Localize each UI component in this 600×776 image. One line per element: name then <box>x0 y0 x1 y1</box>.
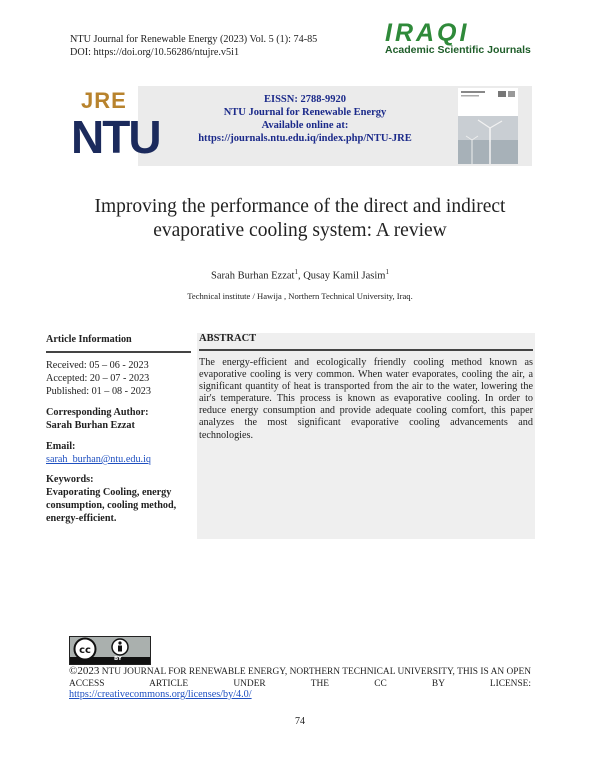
article-title-line-2: evaporative cooling system: A review <box>153 220 447 241</box>
citation-line: NTU Journal for Renewable Energy (2023) Vol. 5 (1): 74-85 <box>70 34 318 45</box>
email-label: Email: <box>46 441 76 452</box>
article-info-heading: Article Information <box>46 334 132 345</box>
doi-line: DOI: https://doi.org/10.56286/ntujre.v5i1 <box>70 47 240 58</box>
corresponding-author-label: Corresponding Author: <box>46 407 149 418</box>
author-separator: , <box>297 270 304 282</box>
article-title <box>60 195 540 243</box>
banner-journal-name: NTU Journal for Renewable Energy <box>223 107 387 118</box>
keywords: Evaporating Cooling, energy consumption, cooling method, energy-efficient. <box>46 487 177 524</box>
author-1: Sarah Burhan Ezzat <box>211 270 295 282</box>
authors-line <box>0 268 600 282</box>
affiliation: Technical institute / Hawija , Northern Technical University, Iraq. <box>187 291 413 301</box>
eissn: EISSN: 2788-9920 <box>264 94 346 105</box>
journal-cover-icon <box>458 88 518 164</box>
license-text: NTU JOURNAL FOR RENEWABLE ENERGY, NORTHERN TECHNICAL UNIVERSITY, THIS IS AN OPEN ACCESS ARTICLE UNDER THE CC BY LICENSE: <box>69 667 532 689</box>
abstract-divider <box>199 349 533 351</box>
banner-available: Available online at: <box>261 120 349 131</box>
cc-by-icon <box>70 637 150 664</box>
svg-text:cc: cc <box>79 645 91 656</box>
publisher-logo-word: IRAQI <box>385 19 470 47</box>
corresponding-author-name: Sarah Burhan Ezzat <box>46 420 135 431</box>
author-1-sup: 1 <box>294 268 298 276</box>
published-date: Published: 01 – 08 - 2023 <box>46 386 151 397</box>
publisher-logo <box>385 20 535 56</box>
cc-by-label: BY <box>114 656 122 662</box>
author-2-sup: 1 <box>385 268 389 276</box>
abstract <box>199 333 533 442</box>
journal-logo-jre: JRE <box>81 88 127 113</box>
keywords-label: Keywords: <box>46 474 94 485</box>
accepted-date: Accepted: 20 – 07 - 2023 <box>46 373 150 384</box>
copyright: ©2023 <box>69 665 100 677</box>
abstract-body: The energy-efficient and ecologically friendly cooling method known as evaporative cooling is very common. When water evaporates, cooling the air, a significant quantity of heat is transported from the air to the water, lowering the air's temperature. This process is known as evaporative cooling. In order to reduce energy consumption and provide adequate cooling comfort, this paper analyzes the most significant evaporative cooling advancements and technologies. <box>199 357 533 441</box>
publisher-logo-subtitle: Academic Scientific Journals <box>385 44 531 56</box>
page-number: 74 <box>295 716 305 727</box>
license-url[interactable]: https://creativecommons.org/licenses/by/4.0/ <box>69 689 252 700</box>
author-2: Qusay Kamil Jasim <box>303 270 386 282</box>
article-title-line-1: Improving the performance of the direct and indirect <box>94 196 506 217</box>
cc-by-badge[interactable] <box>69 636 151 665</box>
article-info <box>46 333 191 525</box>
banner-url[interactable]: https://journals.ntu.edu.iq/index.php/NTU-JRE <box>198 133 412 144</box>
abstract-heading: ABSTRACT <box>199 333 257 344</box>
info-divider <box>46 351 191 353</box>
received-date: Received: 05 – 06 - 2023 <box>46 360 149 371</box>
banner-info <box>140 93 470 145</box>
license-statement <box>69 665 531 690</box>
journal-logo <box>68 86 160 166</box>
email-link[interactable]: sarah_burhan@ntu.edu.iq <box>46 454 152 465</box>
journal-logo-ntu: NTU <box>71 111 160 163</box>
